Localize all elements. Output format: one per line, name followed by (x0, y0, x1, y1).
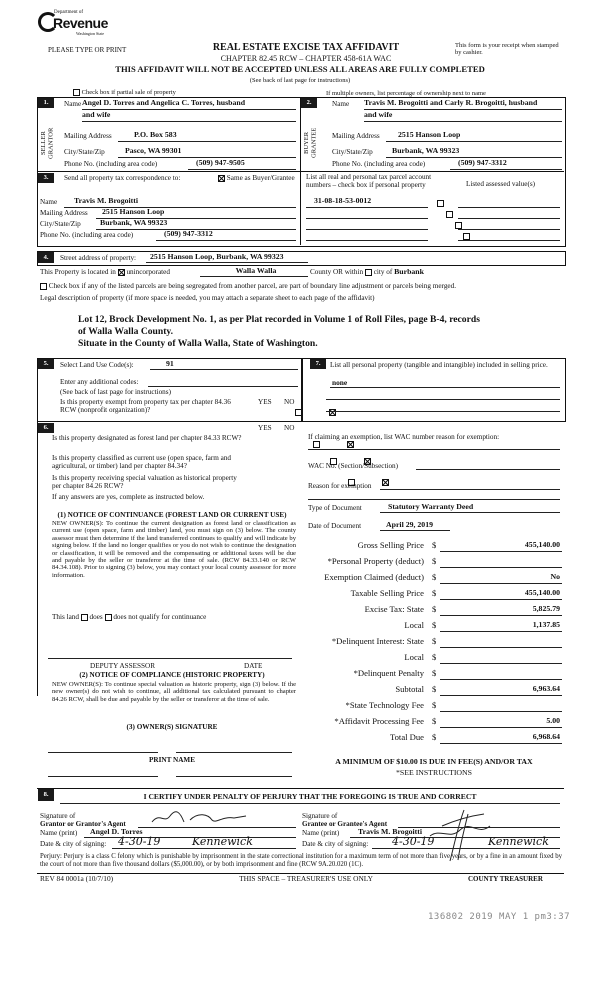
grantee-date[interactable]: 4-30-19 (392, 835, 435, 848)
tax-line (440, 615, 562, 616)
tax-currency: $ (432, 604, 437, 614)
personal-checkbox-4[interactable] (463, 233, 470, 240)
parcel-line-3 (306, 229, 428, 230)
tax-label: Taxable Selling Price (350, 588, 424, 598)
notice-continuance-body: NEW OWNER(S): To continue the current designation as forest land or classification as current use (open space, farm and timber) land, you must sign on (3) below. The county assessor must then determine if the land transferred continues to qualify and will indicate by signing below. If the land no longer qualifies or you do not wish to continue the designation or classification, it will be removed and the compensating or additional taxes will be due and payable by the seller or transferor at the time of sale. (RCW 84.33.140 or RCW 84.34.108). Prior to signing (3) below, you may contact your local county assessor for more information. (52, 520, 296, 579)
buyer-mail-label: Mailing Address (332, 132, 380, 140)
tax-line (440, 711, 562, 712)
buyer-name-label: Name (332, 100, 350, 108)
tax-label: *Delinquent Interest: State (331, 636, 424, 646)
sec5-yes-label: YES (258, 398, 272, 406)
section-7-num: 7. (310, 359, 326, 369)
reason-label: Reason for exemption (308, 482, 372, 490)
section-4-num: 4. (38, 252, 54, 263)
corr-phone-line (156, 240, 296, 241)
tax-value[interactable]: No (550, 572, 560, 581)
doc-type-label: Type of Document (308, 504, 362, 512)
same-as-buyer (218, 174, 295, 182)
land-use-code[interactable]: 91 (166, 359, 174, 368)
doc-type-line (380, 512, 560, 513)
tax-line (440, 647, 562, 648)
tax-row (302, 685, 562, 700)
notice-compliance-body: NEW OWNER(S): To continue special valuation as historic property, sign (3) below. If the new owner(s) do not wish to continue, all additional tax calculated pursuant to chapter 84.26 RCW, shall be due and payable by the seller or transferor at the time of sale. (52, 681, 296, 703)
logo-revenue: Revenue (53, 15, 108, 31)
legal-label: Legal description of property (if more space is needed, you may attach a separate sheet to each page of the affidavit) (40, 294, 375, 302)
tax-line (440, 631, 562, 632)
grantor-city[interactable]: Kennewick (192, 835, 253, 848)
partial-sale-label: Check box if partial sale of property (81, 89, 176, 96)
print-name-line-2 (176, 776, 292, 777)
section-divider-v (300, 97, 301, 171)
print-name-label: PRINT NAME (149, 756, 195, 764)
footer-rule (37, 873, 564, 874)
assessed-line-1 (458, 207, 560, 208)
assessed-label: Listed assessed value(s) (466, 180, 536, 188)
seller-city-label: City/State/Zip (64, 148, 105, 156)
seller-mail-line (118, 141, 296, 142)
buyer-grantee-label: BUYER GRANTEE (303, 127, 318, 159)
grantor-name-line (84, 837, 296, 838)
same-as-buyer-checkbox[interactable] (218, 175, 225, 182)
warning: THIS AFFIDAVIT WILL NOT BE ACCEPTED UNLESS ALL AREAS ARE FULLY COMPLETED (115, 64, 485, 74)
seller-phone-line (188, 169, 296, 170)
see-back: (See back of last page for instructions) (249, 77, 351, 84)
grantee-name-label: Name (print) (302, 829, 340, 837)
sec6-yes-label: YES (258, 424, 272, 432)
historic-no-checkbox[interactable] (382, 479, 389, 486)
legal-line-1: Lot 12, Brock Development No. 1, as per Plat recorded in Volume 1 of Roll Files, page B-4, records (78, 314, 480, 325)
tax-label: *State Technology Fee (345, 700, 424, 710)
tax-label: Excise Tax: State (364, 604, 424, 614)
grantor-sig-label: Signature of (40, 812, 76, 820)
form-title: REAL ESTATE EXCISE TAX AFFIDAVIT (212, 42, 400, 53)
multi-owner-note: If multiple owners, list percentage of ownership next to name (326, 90, 486, 97)
if-yes-note: If any answers are yes, complete as instructed below. (52, 493, 205, 501)
located-label: This Property is located in (40, 268, 116, 276)
corr-phone-label: Phone No. (including area code) (40, 231, 134, 239)
parcel-line-1 (306, 207, 428, 208)
personal-checkbox-1[interactable] (437, 200, 444, 207)
corr-mail[interactable]: 2515 Hanson Loop (102, 207, 165, 216)
does-not-label: does not qualify for continuance (113, 613, 207, 621)
pp-line-2 (326, 399, 560, 400)
grantor-signature-scribble-icon (150, 810, 270, 826)
tax-currency: $ (432, 620, 437, 630)
buyer-name-line2-rule (364, 121, 562, 122)
corr-city-label: City/State/Zip (40, 220, 81, 228)
same-as-buyer-label: Same as Buyer/Grantee (226, 174, 295, 182)
section-6-num: 6. (38, 423, 54, 433)
tax-currency: $ (432, 556, 437, 566)
grantor-sig-line (138, 827, 296, 828)
grantor-name-label: Name (print) (40, 829, 78, 837)
additional-codes-line (148, 386, 298, 387)
tax-row (302, 605, 562, 620)
grantee-agent-label: Grantee or Grantee's Agent (302, 820, 388, 828)
section-2-num: 2. (301, 98, 317, 108)
personal-property-value[interactable]: none (332, 378, 348, 387)
tax-value[interactable]: 1,137.85 (532, 620, 560, 629)
sec6-no-label: NO (284, 424, 295, 432)
county-or-label: County OR within (310, 268, 364, 276)
assessed-line-4 (458, 240, 560, 241)
street-label: Street address of property: (60, 254, 137, 262)
assessed-line-2 (458, 218, 560, 219)
exempt-question: Is this property exempt from property tax per chapter 84.36 RCW (nonprofit organization)? (60, 398, 231, 415)
street-line (146, 262, 308, 263)
perjury-text: Perjury: Perjury is a class C felony which is punishable by imprisonment in the state correctional institution for a maximum term of not more than five years, or by a fine in an amount fixed by the court of not more than five thousand dollars ($5,000.00), or by both imprisonment and fine (RCW 9A.20.020 (1C). (40, 853, 562, 868)
section-3-num: 3. (38, 173, 54, 183)
vertical-divider-3 (300, 171, 301, 245)
assessor-sig-line (48, 658, 292, 659)
tax-line (440, 663, 562, 664)
minimum-fee-note: A MINIMUM OF $10.00 IS DUE IN FEE(S) AND/OR TAX (335, 757, 533, 766)
treasurer-stamp: 136802 2019 MAY 1 pm3:37 (428, 912, 571, 922)
corr-phone[interactable]: (509) 947-3312 (164, 229, 213, 238)
partial-sale (73, 89, 176, 96)
tax-row (302, 717, 562, 732)
tax-line (440, 743, 562, 744)
pp-line-3 (326, 411, 560, 412)
tax-line (440, 679, 562, 680)
land-use-line (150, 369, 298, 370)
corr-city[interactable]: Burbank, WA 99323 (100, 218, 168, 227)
segregated-label: Check box if any of the listed parcels are being segregated from another parcel, are part of boundary line adjustment or parcels being merged. (48, 282, 456, 290)
located-row (40, 268, 170, 276)
parcel-list-label: List all real and personal tax parcel account numbers – check box if personal property (306, 173, 432, 190)
county-name[interactable]: Walla Walla (235, 266, 277, 275)
please-type: PLEASE TYPE OR PRINT (48, 46, 127, 54)
corr-name-line (64, 207, 296, 208)
tax-currency: $ (432, 668, 437, 678)
tax-row (302, 653, 562, 668)
tax-line (440, 727, 562, 728)
notice-compliance-title: (2) NOTICE OF COMPLIANCE (HISTORIC PROPERTY) (79, 671, 265, 679)
owner-sig-line-1 (48, 752, 158, 753)
grantor-signature[interactable] (150, 810, 270, 826)
forest-question: Is this property designated as forest land per chapter 84.33 RCW? (52, 434, 242, 442)
grantor-date[interactable]: 4-30-19 (118, 835, 161, 848)
corr-mail-label: Mailing Address (40, 209, 88, 217)
unincorporated-label: unincorporated (126, 268, 170, 276)
owner-sig-line-2 (176, 752, 292, 753)
tax-label: Exemption Claimed (deduct) (324, 572, 424, 582)
personal-property-label: List all personal property (tangible and intangible) included in selling price. (330, 361, 548, 369)
parcel-line-4 (306, 240, 428, 241)
buyer-phone[interactable]: (509) 947-3312 (458, 158, 507, 167)
notice-continuance-title: (1) NOTICE OF CONTINUANCE (FOREST LAND OR CURRENT USE) (57, 511, 287, 519)
tax-value[interactable]: 5,825.79 (532, 604, 560, 613)
assessed-line-3 (458, 229, 560, 230)
tax-currency: $ (432, 636, 437, 646)
tax-label: Local (404, 652, 424, 662)
wac-label: WAC No. (Section/Subsection) (308, 462, 399, 470)
tax-row (302, 669, 562, 684)
tax-value[interactable]: 6,963.64 (532, 684, 560, 693)
reason-line (380, 489, 560, 490)
legal-line-2: of Walla Walla County. (78, 326, 174, 337)
buyer-city-label: City/State/Zip (332, 148, 373, 156)
tax-line (440, 551, 562, 552)
tax-label: Gross Selling Price (357, 540, 424, 550)
historic-question: Is this property receiving special valuation as historical property per chapter 84.26 RCW? (52, 474, 237, 491)
seller-grantor-label: SELLER GRANTOR (40, 127, 55, 159)
tax-label: *Affidavit Processing Fee (334, 716, 424, 726)
sec5-no-label: NO (284, 398, 295, 406)
seller-name-line2-rule (82, 121, 296, 122)
sec5-see-back: (See back of last page for instructions) (60, 388, 171, 396)
city-of-label: city of (373, 268, 393, 276)
grantee-name[interactable]: Travis M. Brogoitti (358, 827, 423, 836)
doc-type[interactable]: Statutory Warranty Deed (388, 502, 474, 511)
parcel-number[interactable]: 31-08-18-53-0012 (314, 196, 372, 205)
tax-label: *Personal Property (deduct) (327, 556, 424, 566)
tax-row (302, 621, 562, 636)
tax-label: Local (404, 620, 424, 630)
tax-value[interactable]: 455,140.00 (524, 588, 560, 597)
personal-checkbox-2[interactable] (446, 211, 453, 218)
print-name-line-1 (48, 776, 158, 777)
buyer-mail[interactable]: 2515 Hanson Loop (398, 130, 461, 139)
tax-row (302, 701, 562, 716)
certify-rule (60, 803, 560, 804)
tax-row (302, 557, 562, 572)
receipt-note: This form is your receipt when stamped by cashier. (455, 42, 559, 57)
tax-value[interactable]: 6,968.64 (532, 732, 560, 741)
treasurer-space-label: THIS SPACE – TREASURER'S USE ONLY (239, 874, 373, 883)
seller-name-line (82, 109, 296, 110)
grantee-date-label: Date & city of signing: (302, 840, 369, 848)
pp-line-1 (330, 387, 560, 388)
county-treasurer-label: COUNTY TREASURER (468, 875, 543, 883)
section-8-num: 8. (38, 789, 54, 801)
does-not-checkbox[interactable] (105, 614, 112, 621)
tax-row (302, 573, 562, 588)
seller-name[interactable]: Angel D. Torres and Angelica C. Torres, husband (82, 98, 246, 107)
certify-statement: I CERTIFY UNDER PENALTY OF PERJURY THAT THE FOREGOING IS TRUE AND CORRECT (143, 792, 477, 801)
does-label: does (89, 613, 103, 621)
tax-currency: $ (432, 700, 437, 710)
tax-label: Subtotal (395, 684, 424, 694)
tax-value[interactable]: 5.00 (546, 716, 560, 725)
tax-row (302, 733, 562, 748)
grantor-name[interactable]: Angel D. Torres (90, 827, 143, 836)
seller-phone[interactable]: (509) 947-9505 (196, 158, 245, 167)
grantor-date-line (112, 848, 296, 849)
dor-logo (38, 10, 118, 40)
tax-line (440, 567, 562, 568)
deputy-assessor-label: DEPUTY ASSESSOR (90, 662, 156, 670)
seller-city[interactable]: Pasco, WA 99301 (125, 146, 182, 155)
section-8-top-rule (37, 788, 564, 789)
land-use-label: Select Land Use Code(s): (60, 361, 134, 369)
street-address[interactable]: 2515 Hanson Loop, Burbank, WA 99323 (150, 252, 284, 261)
buyer-phone-line (450, 169, 562, 170)
segregated-row (40, 282, 560, 290)
logo-department: Department of (54, 10, 84, 15)
buyer-city[interactable]: Burbank, WA 99323 (392, 146, 460, 155)
tax-currency: $ (432, 652, 437, 662)
form-chapter: CHAPTER 82.45 RCW – CHAPTER 458-61A WAC (220, 54, 392, 63)
partial-sale-checkbox[interactable] (73, 89, 80, 96)
wac-line (416, 469, 560, 470)
logo-state: Washington State (76, 31, 105, 36)
doc-date-line (380, 530, 450, 531)
correspondence-label: Send all property tax correspondence to: (64, 174, 181, 182)
grantee-city[interactable]: Kennewick (488, 835, 549, 848)
perjury-note (40, 853, 562, 869)
grantee-sig-label: Signature of (302, 812, 338, 820)
does-checkbox[interactable] (81, 614, 88, 621)
form-revision: REV 84 0001a (10/7/10) (40, 874, 114, 883)
this-land-label: This land (52, 613, 79, 621)
city-checkbox[interactable] (365, 269, 372, 276)
see-instructions: *SEE INSTRUCTIONS (395, 768, 473, 777)
doc-date[interactable]: April 29, 2019 (386, 520, 433, 529)
city-name[interactable]: Burbank (394, 267, 424, 276)
county-line (200, 276, 308, 277)
corr-name[interactable]: Travis M. Brogoitti (74, 196, 139, 205)
tax-currency: $ (432, 732, 437, 742)
buyer-phone-label: Phone No. (including area code) (332, 160, 426, 168)
unincorporated-checkbox[interactable] (118, 269, 125, 276)
buyer-mail-line (386, 141, 562, 142)
grantor-date-label: Date & city of signing: (40, 840, 107, 848)
tax-value[interactable]: 455,140.00 (524, 540, 560, 549)
tax-currency: $ (432, 588, 437, 598)
current-use-question: Is this property classified as current use (open space, farm and agricultural, or timber) land per chapter 84.34? (52, 454, 232, 471)
exemption-label: If claiming an exemption, list WAC number reason for exemption: (308, 433, 500, 441)
tax-line (440, 583, 562, 584)
seller-phone-label: Phone No. (including area code) (64, 160, 158, 168)
grantor-agent-label: Grantor or Grantor's Agent (40, 820, 126, 828)
legal-line-3: Situate in the County of Walla Walla, State of Washington. (78, 338, 318, 349)
parcel-line-2 (306, 218, 428, 219)
tax-currency: $ (432, 716, 437, 726)
tax-line (440, 695, 562, 696)
additional-codes-label: Enter any additional codes: (60, 378, 139, 386)
tax-label: *Delinquent Penalty (353, 668, 424, 678)
seller-name-line2[interactable]: and wife (82, 110, 111, 119)
within-row (310, 268, 424, 277)
tax-currency: $ (432, 572, 437, 582)
seller-mail[interactable]: P.O. Box 583 (134, 130, 177, 139)
tax-row (302, 589, 562, 604)
seller-name-label: Name (64, 100, 82, 108)
section-1-num: 1. (38, 98, 54, 108)
assessor-date-label: DATE (244, 662, 263, 670)
owner-signature-label: (3) OWNER(S) SIGNATURE (126, 723, 218, 731)
section-5-num: 5. (38, 359, 54, 369)
tax-currency: $ (432, 684, 437, 694)
doc-date-label: Date of Document (308, 522, 362, 530)
seller-mail-label: Mailing Address (64, 132, 112, 140)
buyer-name-line (364, 109, 562, 110)
personal-checkbox-3[interactable] (455, 222, 462, 229)
tax-currency: $ (432, 540, 437, 550)
forest-no-checkbox[interactable] (347, 441, 354, 448)
buyer-name[interactable]: Travis M. Brogoitti and Carly R. Brogoitti, husband (364, 98, 538, 107)
qualify-row (52, 613, 206, 621)
tax-row (302, 637, 562, 652)
tax-label: Total Due (389, 732, 424, 742)
corr-name-label: Name (40, 198, 58, 206)
forest-yes-checkbox[interactable] (313, 441, 320, 448)
tax-line (440, 599, 562, 600)
tax-row (302, 541, 562, 556)
exemption-line (308, 449, 560, 450)
segregated-checkbox[interactable] (40, 283, 47, 290)
reason-line-2 (308, 499, 560, 500)
buyer-name-line2[interactable]: and wife (364, 110, 393, 119)
